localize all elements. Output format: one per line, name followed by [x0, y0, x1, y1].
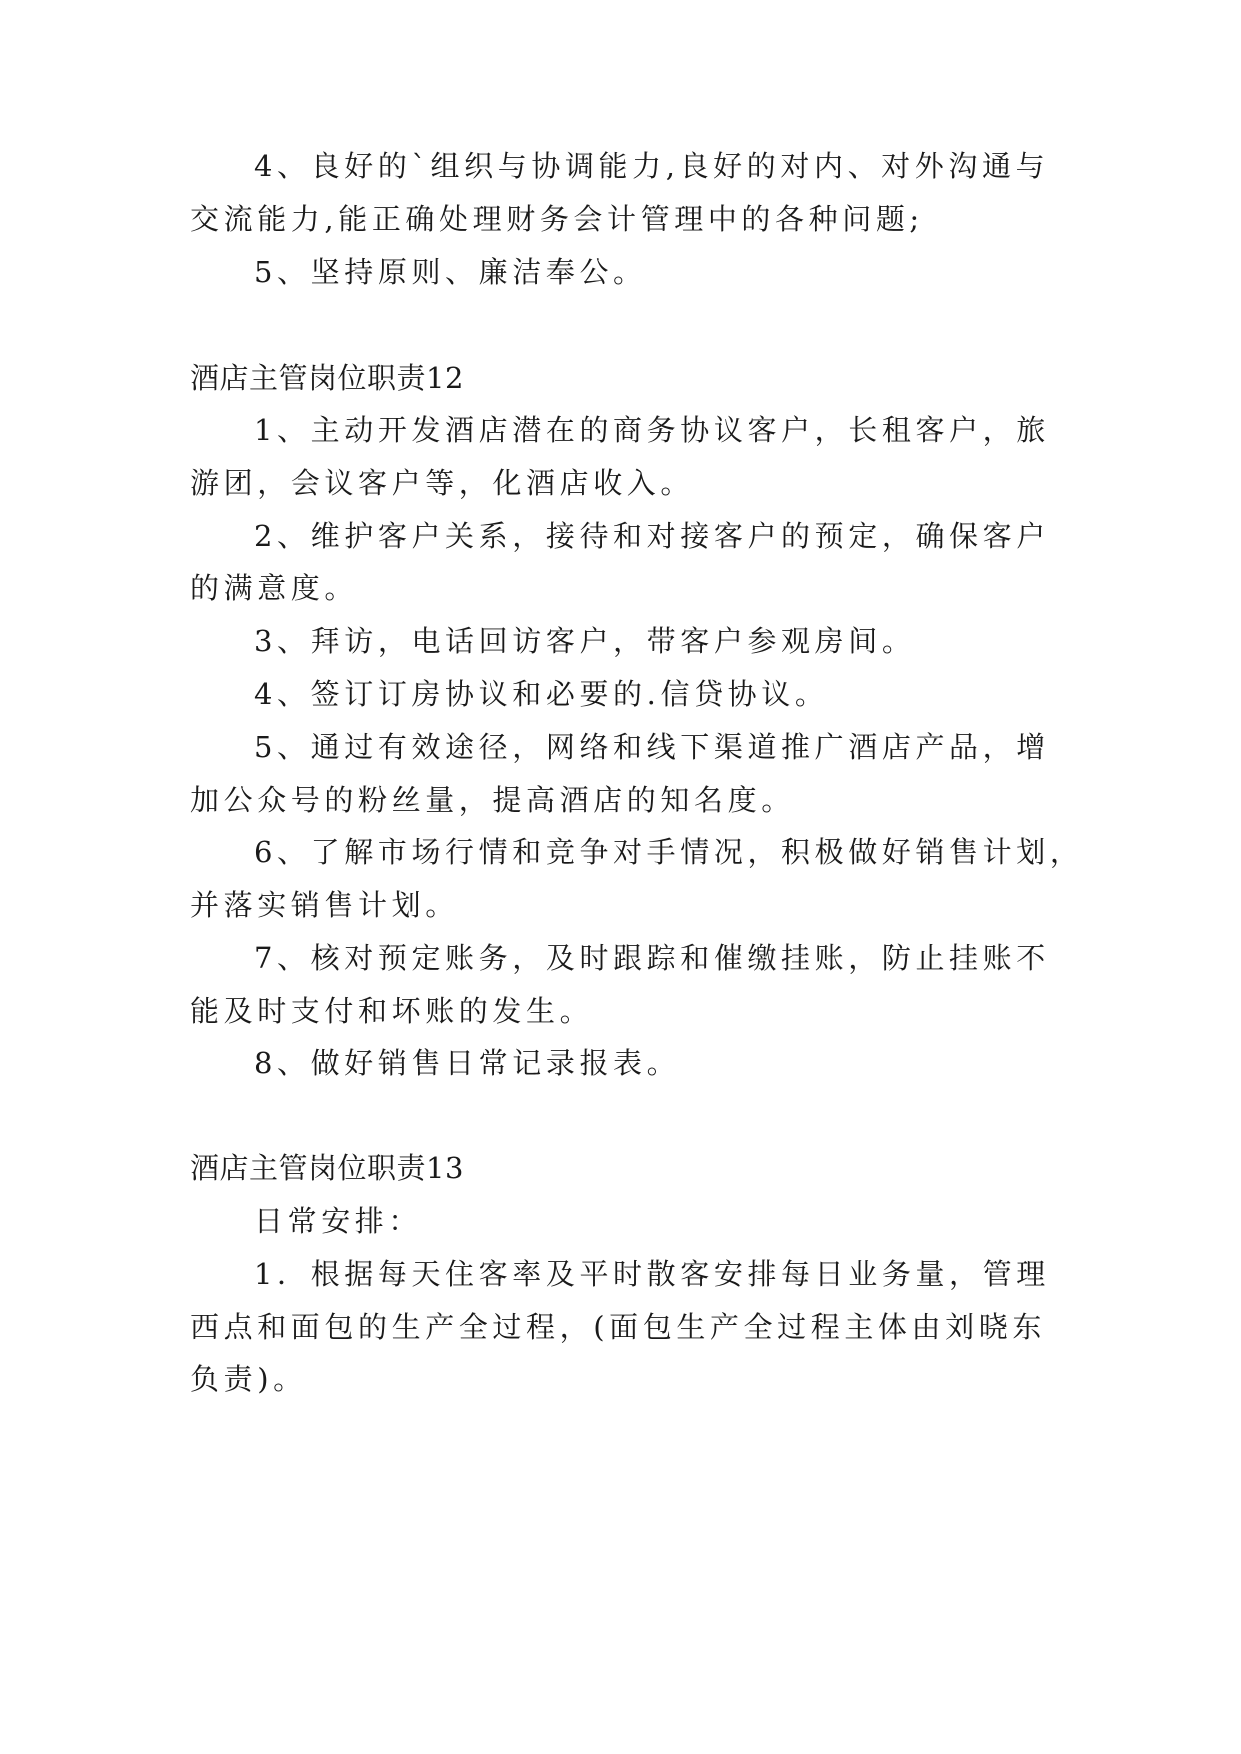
paragraph-line: 能及时支付和坏账的发生。 [190, 994, 594, 1028]
paragraph-line: 游团，会议客户等，化酒店收入。 [190, 466, 695, 500]
paragraph-line: 1．根据每天住客率及平时散客安排每日业务量，管理 [254, 1257, 1050, 1291]
section-heading: 酒店主管岗位职责13 [190, 1151, 464, 1185]
paragraph-line: 交流能力,能正确处理财务会计管理中的各种问题; [190, 202, 924, 236]
paragraph-line: 4、良好的`组织与协调能力,良好的对内、对外沟通与 [254, 149, 1050, 183]
paragraph-line: 日常安排： [254, 1204, 423, 1238]
paragraph-line: 1、主动开发酒店潜在的商务协议客户，长租客户，旅 [254, 413, 1050, 447]
paragraph-line: 并落实销售计划。 [190, 888, 459, 922]
paragraph-line: 西点和面包的生产全过程，(面包生产全过程主体由刘晓东 [190, 1310, 1046, 1344]
paragraph-line: 2、维护客户关系，接待和对接客户的预定，确保客户 [254, 519, 1050, 553]
paragraph-line: 6、了解市场行情和竞争对手情况，积极做好销售计划， [254, 835, 1084, 869]
paragraph-line: 8、做好销售日常记录报表。 [254, 1046, 681, 1080]
paragraph-line: 7、核对预定账务，及时跟踪和催缴挂账，防止挂账不 [254, 941, 1050, 975]
paragraph-line: 负责)。 [190, 1362, 307, 1396]
paragraph-line: 加公众号的粉丝量，提高酒店的知名度。 [190, 783, 795, 817]
paragraph-line: 5、通过有效途径，网络和线下渠道推广酒店产品，增 [254, 730, 1050, 764]
paragraph-line: 5、坚持原则、廉洁奉公。 [254, 255, 647, 289]
paragraph-line: 4、签订订房协议和必要的.信贷协议。 [254, 677, 829, 711]
paragraph-line: 的满意度。 [190, 571, 359, 605]
paragraph-line: 3、拜访，电话回访客户，带客户参观房间。 [254, 624, 916, 658]
section-heading: 酒店主管岗位职责12 [190, 361, 464, 395]
